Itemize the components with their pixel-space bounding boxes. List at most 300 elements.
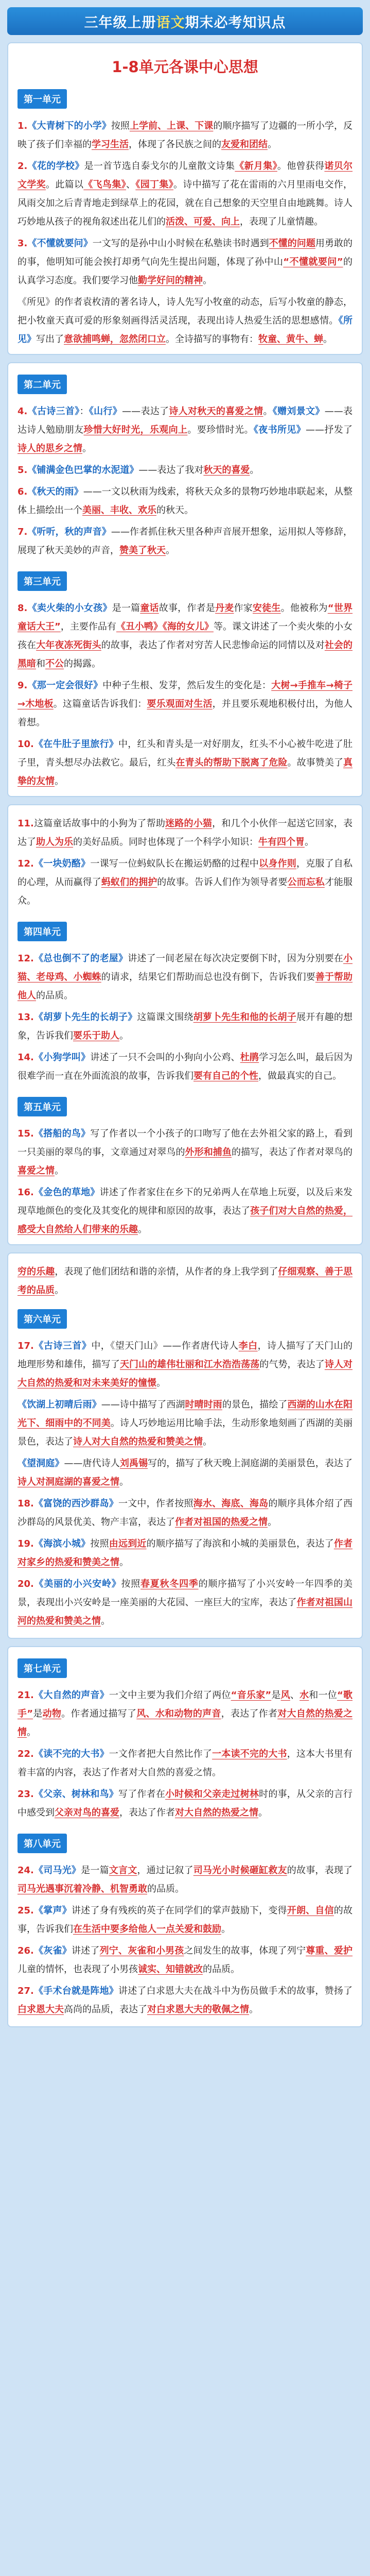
key-phrase: 诚实、知错就改 [138,1964,203,1975]
text-run: 写出了 [36,334,64,345]
text-run: 是 [33,1708,43,1719]
text-run: 。 [55,1165,64,1176]
key-phrase: 活泼、可爱、向上 [166,216,240,227]
lesson-item [17,1785,353,1822]
lesson-title: 《古诗三首》 [33,1341,92,1351]
key-phrase: 在青头的帮助下脱离了危险 [175,757,288,768]
item-number: 20. [17,1579,34,1589]
unit-label: 第八单元 [17,1834,67,1853]
lesson-item [17,599,353,673]
content-panel [7,1646,363,2027]
unit-label: 第三单元 [17,571,67,591]
text-run: ——一文以秋雨为线索，将秋天众多的景物巧妙地串联起来，从整体上描绘出一个 [17,486,353,516]
text-run: 的气势，表达了 [259,1359,325,1370]
lesson-item [17,461,353,480]
text-run: 的顺序描写了边疆的一所小学，反映了孩子们幸福的 [17,121,353,150]
text-run: 按照 [90,1538,109,1549]
text-run: ，克服了自私的心理，从而赢得了 [17,858,353,888]
key-phrase: 诗人对大自然的热爱和对未来美好的憧憬 [17,1359,353,1388]
key-phrase: 胡萝卜先生和他的长胡子 [193,1012,296,1023]
key-phrase: 安徒生 [252,603,281,614]
key-phrase: 风 [280,1690,290,1701]
text-run: 。 [203,1436,212,1447]
item-number: 15. [17,1128,34,1139]
lesson-title: 《灰雀》 [33,1945,72,1956]
lesson-item [17,523,353,560]
key-phrase: 一本读不完的大书 [212,1749,287,1759]
lesson-item [17,1183,353,1239]
page-header [7,7,363,35]
item-number: 18. [17,1498,34,1509]
text-run: 和一位 [309,1690,337,1701]
text-run: 。他被称为 [280,603,328,614]
text-run: ——表达了我对 [138,465,204,476]
text-run: 展开有趣的想象，告诉我们 [17,1012,353,1041]
lesson-title: 《金色的草地》 [33,1187,100,1198]
lesson-item [17,1495,353,1532]
lesson-title: 《大青树下的小学》 [27,121,111,131]
lesson-title: 《一块奶酪》 [33,858,91,869]
lesson-title: 《胡萝卜先生的长胡子》 [33,1012,137,1023]
key-phrase: 对白求恩大夫的敬佩之情 [147,2004,249,2015]
key-phrase: 要乐于助人 [73,1030,119,1041]
key-phrase: 西湖的山水在阳光下、细雨中的不同美 [17,1399,353,1429]
text-run: 一文写的是孙中山小时候在私塾读书时遇到 [92,238,269,249]
item-number: 13. [17,1012,34,1023]
lesson-item [17,117,353,154]
text-run: ——抒发了 [305,425,353,435]
lesson-item [17,402,353,458]
item-number: 17. [17,1341,34,1351]
text-run: ，表达了作者 [221,1708,278,1719]
lesson-title: 《总也倒不了的老屋》 [33,953,128,964]
text-run: ，并且要乐观地积极付出，为他人着想。 [17,699,353,728]
item-number: 19. [17,1538,34,1549]
text-run: 作家 [234,603,253,614]
key-phrase: 孩子们对大自然的热爱，感受大自然给人们带来的乐趣 [17,1206,353,1235]
key-phrase: 《园丁集》 [135,179,174,190]
text-run: 一文中主要为我们介绍了两位 [109,1690,231,1701]
text-run: 。 [82,443,92,454]
item-number: 9. [17,680,28,691]
lesson-title: 《听听，秋的声音》 [27,527,111,537]
item-number: 4. [17,406,28,417]
text-run: 。 [221,1924,231,1935]
unit-spacer [17,1822,353,1832]
content-panel [7,1252,363,1639]
text-run: 。 [27,1727,36,1738]
lesson-title: 《那一定会很好》 [27,680,103,691]
text-run: 讲述了作者家住在乡下的兄弟两人在草地上玩耍，以及后来发现草地颜色的变化及其变化的规律和原因的故事，表达了 [17,1187,353,1216]
lesson-title: 《海滨小城》 [33,1538,91,1549]
item-number: 12. [17,858,34,869]
section-subtitle: 1-8单元各课中心思想 [112,58,258,76]
key-phrase: 动物 [42,1708,62,1719]
key-phrase: 上学前、上课、下课 [129,121,214,131]
key-phrase: “世界童话大王” [17,603,353,632]
item-number: 16. [17,1187,34,1198]
continued-text [17,1263,353,1300]
text-run: 按照 [121,1579,141,1589]
key-phrase: 牛有四个胃 [258,837,305,848]
item-number: 22. [17,1749,34,1759]
key-phrase: 仔细观察、善于思考的品质 [17,1266,353,1296]
item-number: 5. [17,465,28,476]
lesson-title: 《古诗三首》 [27,406,80,417]
key-phrase: 勤学好问的精神 [138,275,203,286]
unit-label: 第四单元 [17,922,67,941]
lesson-item [17,1125,353,1180]
key-phrase: 在生活中要多给他人一点关爱和鼓励 [73,1924,221,1935]
lesson-title: 《花的学校》 [27,161,84,172]
lesson-title: 《搭船的鸟》 [33,1128,91,1139]
text-run: 。 [138,1224,147,1235]
text-run: 是一篇 [112,603,140,614]
text-run: 写的，描写了秋天晚上洞庭湖的美丽景色，表达了 [148,1458,353,1469]
text-run: 写了作者以一个小孩子的口吻写了他在去外祖父家的路上，看到一只美丽的翠鸟的事，文章通过对翠鸟的 [17,1128,353,1158]
text-run: 按照 [111,121,130,131]
text-run: 。 [119,1030,129,1041]
item-number: 10. [17,739,34,750]
lesson-item [17,1745,353,1782]
key-phrase: 以身作则 [259,858,296,869]
item-number: 11. [17,818,34,829]
lesson-item [17,483,353,520]
text-run: ，表现了儿童情趣。 [240,216,323,227]
key-phrase: 学习生活 [92,139,129,150]
text-run: ，主要作品有 [60,621,116,632]
item-number: 3. [17,238,28,249]
header-title-b: 期末必考知识点 [185,14,286,31]
text-run: 的品质。 [203,1964,240,1975]
header-title-accent: 语文 [156,14,185,31]
lesson-title: 《望洞庭》 [17,1458,64,1469]
text-run: 的故事，告诉我们 [17,1905,353,1935]
text-run: 。 [203,275,212,286]
key-phrase: 蚂蚁们的拥护 [101,877,157,888]
lesson-item [17,1048,353,1086]
content-panel [7,804,363,1245]
key-phrase: 诗人的思乡之情 [17,443,82,454]
text-run: ： [79,406,89,417]
text-run: 。 [263,406,273,417]
key-phrase: 尊重、爱护 [306,1945,353,1956]
lesson-item [17,1942,353,1979]
lesson-item [17,1454,353,1492]
item-number: 25. [17,1905,34,1916]
key-phrase: 天门山的雄伟壮丽和江水浩浩荡荡 [119,1359,260,1370]
lesson-item [17,1396,353,1451]
key-phrase: 时晴时雨 [185,1399,222,1410]
text-run: ——作者抓住秋天里各种声音展开想象，运用拟人等修辞，展现了秋天美妙的声音， [17,527,353,556]
lesson-title: 《小狗学叫》 [33,1052,91,1063]
lesson-item [17,1902,353,1939]
text-run: 。 [119,1557,129,1568]
text-run: 。 [156,1378,166,1388]
key-phrase: 善于帮助他人 [17,972,353,1001]
lesson-title: 《秋天的雨》 [27,486,83,497]
text-run: 儿童的情怀，也表现了小男孩 [17,1964,138,1975]
text-run: 的顺序描写了海滨和小城的美丽景色，表达了 [146,1538,334,1549]
key-phrase: 要乐观面对生活 [147,699,213,709]
lesson-title: 《富饶的西沙群岛》 [33,1498,118,1509]
text-run: ，诗人描写了天门山的地理形势和雄伟，描写了 [17,1341,353,1370]
item-number: 12. [17,953,34,964]
item-number: 14. [17,1052,34,1063]
item-number: 1. [17,121,28,131]
text-run: 写了作者在 [118,1789,166,1800]
key-phrase: 风、水和动物的声音 [136,1708,221,1719]
lesson-item [17,234,353,290]
header-title-a: 三年级上册 [84,14,156,31]
lesson-item [17,157,353,231]
text-run: 一课写一位蚂蚁队长在搬运奶酪的过程中 [90,858,259,869]
key-phrase: 秋天的喜爱 [203,465,250,476]
key-phrase: 刘禹锡 [119,1458,148,1469]
text-run: 。 [55,1285,64,1296]
key-phrase: 诗人对秋天的喜爱之情 [169,406,263,417]
text-run: ——表达了 [122,406,169,417]
lesson-item [17,1686,353,1742]
text-run: 。要珍惜时光。 [187,425,254,435]
lesson-item [17,1535,353,1572]
text-run: 是一首节选自泰戈尔的儿童散文诗集 [84,161,235,172]
text-run: 中，《望天门山》——作者唐代诗人 [91,1341,239,1351]
unit-label: 第六单元 [17,1309,67,1329]
text-run: 的景色，描绘了 [222,1399,288,1410]
key-phrase: 春夏秋冬四季 [140,1579,199,1589]
key-phrase: 公而忘私 [287,877,325,888]
text-run: 。 [305,837,314,848]
unit-label: 第七单元 [17,1658,67,1678]
text-run: 。 [250,465,259,476]
lesson-title: 《大自然的声音》 [33,1690,109,1701]
key-phrase: 李白 [238,1341,258,1351]
text-run: 的品质。 [147,1884,184,1894]
lesson-title: 《美丽的小兴安岭》 [33,1579,121,1589]
lesson-title: 《所见》 [17,315,353,345]
text-run: 和 [36,658,45,669]
text-run: 。诗中描写了花在雷雨的六月里雨电交作，风雨交加之后青青地走到绿草上的花园，就在自己想象的天空里自由地跳舞。诗人巧妙地从孩子的视角叙述出花儿们的 [17,179,353,227]
lesson-title: 《手术台就是阵地》 [33,1986,118,1996]
text-run: 讲述了白求恩大夫在战斗中为伤员做手术的故事，赞扬了 [118,1986,353,1996]
key-phrase: 诺贝尔文学奖 [17,161,353,190]
item-number: 23. [17,1789,34,1800]
lesson-item [17,855,353,910]
lesson-title: 《掌声》 [33,1905,72,1916]
lesson-item [17,293,353,349]
key-phrase: 助人为乐 [36,837,73,848]
key-phrase: 不懂的问题 [269,238,315,249]
key-phrase: 外形和捕鱼 [185,1147,232,1158]
text-run: 。诗人巧妙地运用比喻手法，生动形象地刻画了西湖的美丽景色，表达了 [17,1418,353,1447]
text-run: ——表达诗人勉励朋友 [17,406,353,435]
lesson-title: 《铺满金色巴掌的水泥道》 [27,465,139,476]
key-phrase: 作者对祖国的热爱之情 [175,1517,268,1528]
text-run: 一文作者把大自然比作了 [109,1749,213,1759]
key-phrase: 穷的乐趣 [17,1266,55,1277]
text-run: 《所见》的作者袁枚清的著名诗人，诗人先写小牧童的动态，后写小牧童的静态，把小牧童天真可爱的形象刻画得活灵活现，表现出诗人热爱生活的思想感情。 [17,297,353,326]
text-run: 的美好品质。同时也体现了一个科学小知识： [73,837,258,848]
item-number: 26. [17,1945,34,1956]
key-phrase: 作者对祖国山河的热爱和赞美之情 [17,1597,353,1626]
lesson-item [17,1982,353,2019]
key-phrase: 司马光遇事沉着冷静、机智勇敢 [17,1884,147,1894]
key-phrase: 列宁、灰雀和小男孩 [99,1945,184,1956]
unit-spacer [17,1086,353,1095]
key-phrase: 小时候和父亲走过树林 [165,1789,259,1800]
lesson-title: 《父亲、树林和鸟》 [33,1789,118,1800]
lesson-item [17,1008,353,1045]
lesson-item [17,1337,353,1393]
text-run: 、 [290,1690,300,1701]
key-phrase: 赞美了秋天 [119,545,166,556]
text-run: 是 [271,1690,281,1701]
item-number: 2. [17,161,28,172]
lesson-item [17,1575,353,1631]
text-run: 中，红头和青头是一对好朋友，红头不小心被牛吃进了肚子里，青头想尽办法救它。最后，红头 [17,739,353,768]
item-number: 8. [17,603,28,614]
text-run: 一文中，作者按照 [118,1498,193,1509]
text-run: 的秋天。 [156,505,193,516]
key-phrase: 对大自然的热爱之情 [17,1708,353,1738]
text-run: 故事，作者是 [158,603,216,614]
text-run: 的故事，表达了作者对穷苦人民悲惨命运的同情以及对 [101,640,325,651]
text-run: 才能服众。 [17,877,353,906]
text-run: 。 [249,2004,258,2015]
text-run: 。 [268,1517,277,1528]
key-phrase: 美丽、丰收、欢乐 [82,505,156,516]
key-phrase: 诗人对洞庭湖的喜爱之情 [17,1477,119,1487]
key-phrase: 小猫、老母鸡、小蜘蛛 [17,953,353,982]
lesson-title: 《饮湖上初晴后雨》 [17,1399,101,1410]
text-run: 。 [55,776,64,787]
key-phrase: “歌手” [17,1690,353,1719]
text-run: 。 [101,1616,110,1626]
text-run: 讲述了 [71,1945,100,1956]
key-phrase: “不懂就要问” [283,257,343,267]
text-run: 时的事，从父亲的言行中感受到 [17,1789,353,1818]
key-phrase: 文言文 [109,1865,137,1876]
text-run: 。全诗描写的事物有： [166,334,258,345]
text-run: 这篇童话故事中的小狗为了帮助 [33,818,166,829]
key-phrase: 水 [299,1690,309,1701]
item-number: 6. [17,486,28,497]
unit-spacer [17,910,353,920]
text-run: 讲述了一间老屋在每次决定要倒下时，因为分别要在 [128,953,344,964]
key-phrase: 真挚的友情 [17,757,353,787]
text-run: 的顺序描写了小兴安岭一年四季的美景，表现出小兴安岭是一座美丽的大花园、一座巨大的宝库，表达了 [17,1579,353,1608]
lesson-title: 《司马光》 [33,1865,81,1876]
key-phrase: 社会的黑暗 [17,640,353,669]
text-run: 是一篇 [81,1865,109,1876]
text-run: 中种子生根、发芽，然后发生的变化是： [102,680,272,691]
lesson-title: 《在牛肚子里旅行》 [33,739,118,750]
key-phrase: 父亲对鸟的喜爱 [55,1807,119,1818]
text-run: ，通过记叙了 [137,1865,193,1876]
lesson-title: 《不懂就要问》 [27,238,93,249]
key-phrase: 丹麦 [215,603,234,614]
key-phrase: 喜爱之情 [17,1165,55,1176]
text-run: 。 [258,1807,268,1818]
text-run: 。这篇童话告诉我们： [53,699,147,709]
key-phrase: 童话 [140,603,159,614]
key-phrase: 牧童、黄牛、蝉 [258,334,323,345]
key-phrase: 司马光小时候砸缸救友 [193,1865,287,1876]
text-run: ，体现了各民族之间的 [129,139,221,150]
text-run: 讲述了一只不会叫的小狗向小公鸡、 [90,1052,240,1063]
content-panel [7,42,363,355]
item-number: 24. [17,1865,34,1876]
key-phrase: 《海的女儿》 [162,621,214,632]
key-phrase: 迷路的小猫 [165,818,213,829]
lesson-title: 《读不完的大书》 [33,1749,109,1759]
text-run: 。 [119,1477,129,1487]
text-run: 。 [166,545,175,556]
key-phrase: 白求恩大夫 [17,2004,64,2015]
lesson-title: 《卖火柴的小女孩》 [27,603,112,614]
key-phrase: 大树→手推车→椅子→木地板 [17,680,353,709]
lesson-item [17,950,353,1005]
text-run: 这篇课文围绕 [137,1012,193,1023]
text-run: 讲述了身有残疾的英子在同学们的掌声鼓励下，变得 [71,1905,287,1916]
item-number: 27. [17,1986,34,1996]
key-phrase: 《新月集》 [235,161,277,172]
key-phrase: 对大自然的热爱之情 [175,1807,258,1818]
content-panel [7,362,363,797]
text-run: 用勇敢的的事，他明知可能会挨打却勇气向先生提出问题，体现了孙中山 [17,238,353,267]
key-phrase: “音乐家” [231,1690,272,1701]
text-run: 等。课文讲述了一个卖火柴的小女孩在 [17,621,353,651]
text-run: ，这本大书里有着丰富的内容，表达了作者对大自然的喜爱之情。 [17,1749,353,1778]
key-phrase: 大年夜冻死街头 [36,640,101,651]
text-run: ——诗中描写了西湖 [101,1399,185,1410]
key-phrase: 诗人对大自然的热爱和赞美之情 [73,1436,203,1447]
lesson-title: 《夜书所见》 [253,425,306,435]
key-phrase: 友爱和团结 [221,139,268,150]
lesson-item [17,815,353,852]
text-run: 的请求，结果它们帮助而总也没有倒下，告诉我们要 [101,972,315,982]
key-phrase: 海水、海底、海岛 [193,1498,269,1509]
text-run: 的故事，表现了 [287,1865,353,1876]
key-phrase: 由远到近 [109,1538,147,1549]
lesson-item [17,1861,353,1899]
key-phrase: 不公 [45,658,64,669]
text-run: 高尚的品质，表达了 [64,2004,147,2015]
text-run: 。 [323,334,332,345]
text-run: 。此篇以 [46,179,84,190]
item-number: 7. [17,527,28,537]
item-number: 21. [17,1690,34,1701]
text-run: 的故事。告诉人们作为领导者要 [157,877,288,888]
content-panels [7,42,363,2027]
key-phrase: 《飞鸟集》 [83,179,127,190]
text-run: ——唐代诗人 [64,1458,120,1469]
unit-label: 第五单元 [17,1097,67,1116]
text-run: 。他曾获得 [277,161,325,172]
key-phrase: 作者对家乡的热爱和赞美之情 [17,1538,353,1568]
text-run: 的品质。 [36,990,73,1001]
text-run: ，做最真实的自己。 [258,1071,342,1081]
lesson-title: 《山行》 [89,406,122,417]
text-run: 之间发生的故事，体现了列宁 [184,1945,306,1956]
text-run: 的描写，表达了作者对翠鸟的 [231,1147,353,1158]
key-phrase: 《丑小鸭》 [116,621,163,632]
text-run: 学习怎么叫，最后因为很难学而一直在外面流浪的故事，告诉我们 [17,1052,353,1081]
text-run: 。作者通过描写了 [61,1708,137,1719]
text-run: 的揭露。 [64,658,101,669]
lesson-item [17,735,353,791]
